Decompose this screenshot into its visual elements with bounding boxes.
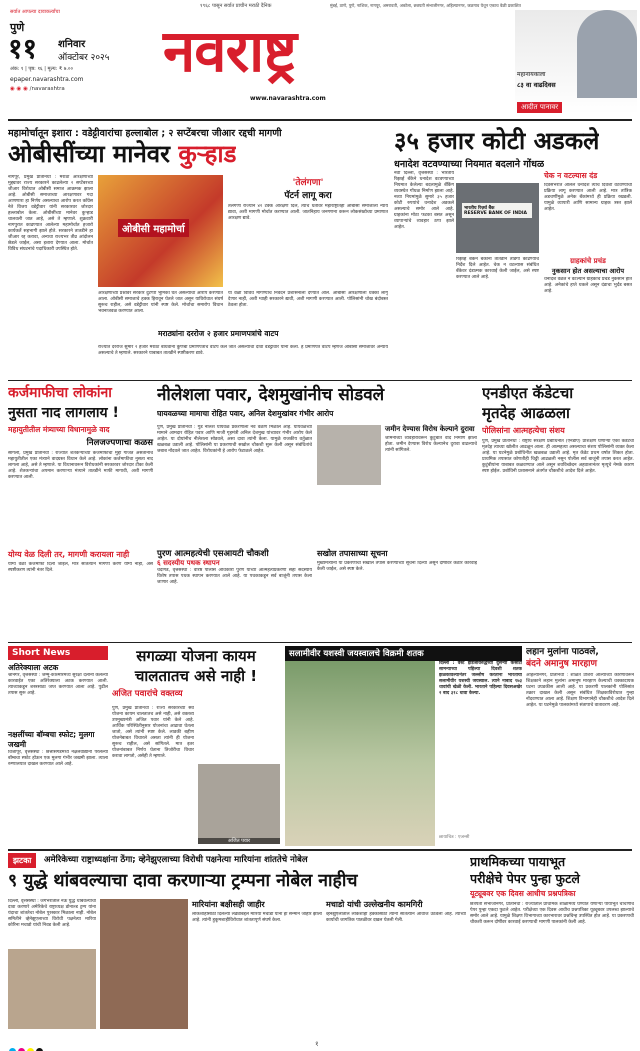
short-news-title-1: अतिरेक्याला अटक (8, 663, 59, 672)
rbi-box-text: धनादेश वेळेत न वटल्याने ग्राहकांचे प्रचंड नुकसान होत आहे. अनेकांचे हप्ते थकले असून दंडाचा भुर्दंड बसत आहे. (544, 277, 632, 294)
lead-photo (98, 175, 223, 287)
short-news-item-2 (8, 730, 108, 840)
cricket-photo (285, 661, 435, 846)
short-news-heading-text: Short News (12, 648, 71, 658)
pawar-title: नीलेशला पवार, देशमुखांनीच सोडवले (157, 385, 385, 405)
registration-marks (8, 1040, 44, 1051)
machado-photo (100, 899, 188, 1029)
paper-title1: प्राथमिकच्या पायाभूत (470, 854, 566, 869)
lead-title-a: ओबीसींच्या मानेवर (8, 140, 170, 168)
rbi-title: ३५ हजार कोटी अडकले (394, 127, 600, 155)
scheme-photo (198, 764, 280, 844)
ad-line2: ८३ वा वाढदिवस (517, 81, 556, 89)
inset-text: तेलंगणा राज्याने ४२ टक्के आरक्षण दिले, त्याच धर्तीवर महाराष्ट्रातही ओबीसी समाजाला न्याय द्यावा, अशी मागणी मोर्चात करण्यात आली. जातनिहाय जनगणना करून लोकसंख्येच्या प्रमाणात आरक्षण द्यावे. (228, 204, 388, 221)
rbi-text3: रिझर्व्ह बँकेने बँकांना तातडीने तोडगा काढण्याचे निर्देश दिले आहेत. चेक न वटल्यास संबंधित बँकेवर दंडात्मक कारवाई केली जाईल, असे स्पष्ट करण्यात आले आहे. (456, 257, 539, 280)
nobel-col2-title: मारियांना बक्षीसही जाहीर (192, 900, 265, 909)
lead-col3: या वेळी विविध मागण्यांचे निवेदन प्रशासनाला देण्यात आले. ओबीसी आरक्षणाला धक्का लागू देणार नाही, अशी ग्वाही सरकारने द्यावी, अशी मागणी करण्यात आली. पोलिसांनी चोख बंदोबस्त ठेवला होता. (228, 291, 388, 308)
short-news-heading (8, 646, 108, 660)
cricket-banner-text: सलामीवीर यशस्वी जयस्वालचे विक्रमी शतक (289, 649, 424, 659)
social-icons: ◉ ◉ ◉ (10, 86, 30, 92)
nobel-kicker: अमेरिकेच्या राष्ट्राध्यक्षांना ठेंगा; व्हेनेझुएलाच्या विरोधी पक्षनेत्या मारियांना शांततेचे नोबेल (44, 855, 308, 865)
website[interactable]: www.navarashtra.com (250, 95, 326, 102)
scheme-sub: अजित पवारांचे वक्तव्य (112, 689, 183, 699)
inquiry-title: पुरण आत्महत्येची एसआयटी चौकशी (157, 549, 269, 559)
nobel-col2-text: लोकशाहीसाठी दिलेल्या लढ्याबद्दल मारिया मचाडो यांना हा सन्मान जाहीर झाला आहे. त्यांनी हुकूमशाहीविरोधात शांततापूर्ण संघर्ष केला. (192, 912, 322, 923)
lead-sub-title: मराठ्यांना दररोज २ हजार प्रमाणपत्रांचे वाटप (158, 329, 279, 338)
nobel-title: ९ युद्धे थांबवल्याचा दावा करणाऱ्या ट्रम्पना नोबेल नाहीच (8, 871, 358, 891)
masthead (0, 0, 640, 120)
day-number: ११ (8, 32, 38, 65)
loan-sub2: निलजज्पणाचा कळस (86, 438, 153, 448)
trump-photo (8, 949, 96, 1029)
inquiry-text: चंदीगड, वृत्तसंस्था : वरिष्ठ पोलीस अधिकारी पुरण यांच्या आत्महत्येप्रकरणी सहा सदस्यीय विशेष तपास पथक स्थापन करण्यात आले आहे. या पथकाकडून सर्व बाजूंनी तपास केला जाणार आहे. (157, 568, 312, 585)
loan-story (8, 383, 153, 643)
loan-title2: नुसता नाद लागलाय ! (8, 405, 119, 421)
lead-title (8, 137, 236, 171)
short-news-text-1: श्रीनगर, वृत्तसंस्था : जम्मू-काश्मीरमध्ये सुरक्षा दलांनी केलेल्या कारवाईत एका अतिरेक्याला अटक करण्यात आली. त्याच्याकडून शस्त्रसाठा जप्त करण्यात आला आहे. पुढील तपास सुरू आहे. (8, 673, 108, 696)
short-news (8, 646, 108, 846)
rbi-story (394, 123, 634, 378)
rbi-subtitle: धनादेश वटवण्याच्या नियमात बदलाने गोंधळ (394, 159, 545, 170)
short-news-title-2: नक्षलींच्या बॉम्बचा स्फोट; मुलगा जखमी (8, 730, 95, 749)
rbi-box (544, 257, 632, 372)
scheme-title1: सगळ्या योजना कायम (136, 647, 256, 665)
child-text: अहिल्यानगर, प्रतिनिधी : शाळेत उशिरा आल्याच्या कारणावरून शिक्षकाने लहान मुलांना अमानुष मारहाण केल्याची धक्कादायक घटना उघडकीस आली आहे. या प्रकरणी पालकांनी पोलिसांत तक्रार दाखल केली असून संबंधित शिक्षकाविरोधात गुन्हा नोंदवण्यात आला आहे. शिक्षण विभागानेही चौकशीचे आदेश दिले आहेत. या घटनेमुळे पालकांमध्ये संतापाचे वातावरण आहे. (526, 673, 634, 708)
lead-title-b: कुऱ्हाड (178, 140, 237, 168)
ad-name-text: आदीत पानावर (521, 103, 559, 111)
nobel-tag (8, 853, 36, 868)
scheme-caption: अजित पवार (198, 838, 280, 844)
rbi-sign-hi: भारतीय रिज़र्व बैंक (464, 206, 495, 211)
pawar-side-text: जमिनीच्या व्यवहारावरून कुटुंबात वाद निर्माण झाला होता. जमीन देण्यास विरोध केल्यानेच दुरावा वाढल्याचे त्यांनी सांगितले. (385, 436, 477, 453)
logo: नवराष्ट्र (163, 17, 297, 85)
inset-title: पॅटर्न लागू करा (284, 191, 332, 201)
social-handle (10, 86, 65, 92)
ad-name (517, 102, 562, 113)
issue-meta: अंक: १ | पृष्ठ: १६ | मूल्य: ₹ ७.०० (10, 66, 74, 72)
lead-col1: नागपूर, प्रमुख प्रतिनिधी : मराठा आरक्षणाच्या मुद्द्यावर राज्य सरकारने काढलेल्या २ सप्टेंबरच्या जीआर विरोधात ओबीसी समाज आक्रमक झाला आहे. ओबीसी समाजाच्या आरक्षणावर गदा आणणारा हा निर्णय असल्याचा आरोप करत काँग्रेस नेते विजय वडेट्टीवार यांनी सरकारवर जोरदार हल्लाबोल केला. ओबीसींच्या मानेवर कुऱ्हाड चालवली जात आहे, असे ते म्हणाले. शुक्रवारी नागपुरात काढण्यात आलेल्या महामोर्चात हजारो कार्यकर्ते सहभागी झाले होते. सरकारने तातडीने हा जीआर रद्द करावा, अन्यथा राज्यभर तीव्र आंदोलन छेडले जाईल, असा इशारा देण्यात आला. मोर्चात विविध संघटनांचे पदाधिकारी उपस्थित होते. (8, 175, 93, 252)
masthead-rule (8, 119, 632, 121)
cricket-credit: छायाचित्र : एजन्सी (439, 835, 470, 840)
ad-box (515, 10, 637, 114)
nda-sub: पोलिसांना आत्महत्येचा संशय (482, 426, 565, 435)
short-news-item-1 (8, 663, 108, 727)
inset-box (228, 175, 388, 287)
scheme-story (112, 646, 280, 846)
inquiry-sub: ६ सदस्यीय पथक स्थापन (157, 559, 220, 567)
pawar-sub: घायवळच्या मामाचा रोहित पवार, अनिल देशमुखांवर गंभीर आरोप (157, 409, 334, 418)
paper-story (470, 853, 634, 1038)
scheme-text: पुणे, प्रमुख प्रतिनिधी : राज्य सरकारच्या सर्व योजना कायम चालतातच असे नाही, असे वक्तव्य उपमुख्यमंत्री अजित पवार यांनी केले आहे. आर्थिक परिस्थितीनुसार योजनांचा आढावा घेतला जातो, असे त्यांनी स्पष्ट केले. लाडकी बहीण योजनेबाबत विचारले असता त्यांनी ही योजना सुरूच राहील, असे सांगितले. मात्र इतर योजनांबाबत निर्णय घेताना तिजोरीचा विचार करावा लागतो, असेही ते म्हणाले. (112, 706, 194, 759)
editions-line: मुंबई, ठाणे, पुणे, नाशिक, नागपूर, अमरावती, अकोला, छत्रपती संभाजीनगर, अहिल्यानगर, जळगाव येथून एकाच वेळी प्रकाशित (330, 3, 521, 8)
pawar-side-title: जमीन देण्यास विरोध केल्याने दुरावा (385, 425, 475, 433)
nobel-col3-text: व्हेनेझुएलातील लोकशाही हक्कांसाठी त्यांनी सातत्याने आवाज उठवला आहे. त्यांच्या कार्याची जागतिक पातळीवर दखल घेतली गेली. (326, 912, 466, 923)
lead-story (8, 123, 388, 342)
paper-sub: यूट्यूबवर एक दिवस आधीच प्रश्नपत्रिका (470, 889, 576, 898)
nda-story (482, 383, 634, 638)
pawar-text: पुणे, प्रमुख प्रतिनिधी : गुंड नीलेश घायवळ प्रकरणाला नवे वळण मिळाले आहे. घायवळच्या मामाने आमदार रोहित पवार आणि माजी गृहमंत्री अनिल देशमुख यांच्यावर गंभीर आरोप केले आहेत. या दोघांनीच नीलेशला सोडवले, असा दावा त्यांनी केला. यामुळे राजकीय वर्तुळात खळबळ उडाली आहे. पोलिसांनी या प्रकरणाची सखोल चौकशी सुरू केली असून संबंधितांचे जबाब नोंदवले जात आहेत. विरोधकांनी हे आरोप फेटाळले आहेत. (157, 425, 312, 454)
lead-photo-banner: ओबीसी महामोर्चा (118, 219, 189, 237)
child-title1: लहान मुलांना पाठवले, (526, 647, 599, 657)
social-handle-text: /navarashtra (29, 86, 65, 92)
rbi-kicker: चेक न वटल्यास दंड (544, 171, 598, 180)
nda-title2: मृतदेह आढळला (482, 404, 570, 422)
inset-kicker: 'तेलंगणा' (292, 178, 324, 188)
pawar-side (385, 425, 477, 486)
rbi-box-sub: नुकसान होत असल्याचा आरोप (551, 267, 625, 275)
short-news-text-2: विजापूर, वृत्तसंस्था : छत्तीसगडमध्ये नक्षलवाद्यांनी पेरलेल्या बॉम्बचा स्फोट होऊन एक मुलगा गंभीर जखमी झाला. त्याला रुग्णालयात दाखल करण्यात आले आहे. (8, 750, 108, 767)
epaper-link[interactable]: epaper.navarashtra.com (10, 76, 84, 83)
pawar-photo (317, 425, 381, 485)
nobel-col2 (192, 899, 322, 1027)
govt-text: मुख्यमंत्र्यांनी या प्रकरणाचा सखोल तपास करण्याच्या सूचना दिल्या असून दोषींवर कठोर कारवाई केली जाईल, असे स्पष्ट केले. (317, 561, 477, 572)
rbi-sign-en: RESERVE BANK OF INDIA (464, 211, 527, 216)
rbi-text2: दिवसभरात आलेले धनादेश त्याच दिवशी वटवण्याची प्रक्रिया लागू करण्यात आली आहे. मात्र तांत्रिक अडचणींमुळे अनेक बँकांमध्ये ही प्रक्रिया रखडली. यामुळे व्यापारी आणि सामान्य ग्राहक त्रस्त झाले आहेत. (544, 183, 632, 212)
nda-title1: एनडीएत कॅडेटचा (482, 384, 574, 402)
nobel-col3-title: मचाडो यांची उल्लेखनीय कामगिरी (326, 900, 423, 909)
inquiry-box (157, 548, 312, 608)
lead-kicker: महामोर्चातून इशारा : वडेट्टीवारांचा हल्लाबोल ; २ सप्टेंबरचा जीआर रद्दची मागणी (8, 128, 282, 139)
nobel-story (8, 853, 466, 1038)
rbi-photo (456, 183, 539, 253)
loan-title1: कर्जमाफीचा लोकांना (8, 385, 112, 401)
loan-box-title: योग्य वेळ दिली तर, मागणी करायला नाही (8, 550, 130, 559)
rbi-text1: नवी दिल्ली, वृत्तसंस्था : भारतीय रिझर्व्ह बँकेने धनादेश वटवण्याच्या नियमात केलेल्या बदलामुळे बँकिंग व्यवस्थेत गोंधळ निर्माण झाला आहे. नव्या नियमांमुळे सुमारे ३५ हजार कोटी रुपयांचे धनादेश अडकले असल्याचे समोर आले आहे. ग्राहकांना मोठा फटका बसत असून व्यापाऱ्यांचे व्यवहार ठप्प झाले आहेत. (394, 171, 454, 230)
pawar-story (157, 383, 477, 613)
nobel-tag-text: झटका (13, 856, 32, 865)
child-story (526, 646, 634, 846)
paper-text: छत्रपती संभाजीनगर, प्रतिनिधी : राज्यातील प्राथमिक शाळांमध्ये घेण्यात येणाऱ्या पायाभूत चाचणीचे पेपर पुन्हा एकदा फुटले आहेत. परीक्षेच्या एक दिवस आधीच प्रश्नपत्रिका यूट्यूबवर उपलब्ध झाल्याचे समोर आले आहे. यामुळे शिक्षण विभागाच्या कारभारावर प्रश्नचिन्ह उपस्थित होत आहे. या प्रकरणाची चौकशी करून दोषींवर कारवाई करण्याची मागणी पालकांनी केली आहे. (470, 902, 634, 925)
loan-text: सांगली, प्रमुख प्रतिनिधी : राज्यात शेतकऱ्यांच्या कर्जमाफीचा मुद्दा गाजत असतानाच महायुतीतील एका मंत्र्याने वादग्रस्त विधान केले आहे. लोकांना कर्जमाफीचा नुसता नाद लागला आहे, असे ते म्हणाले. या विधानावरून विरोधकांनी सरकारवर जोरदार टीका केली आहे. शेतकऱ्यांचा अपमान करणाऱ्या मंत्र्याने तातडीने माफी मागावी, अशी मागणी करण्यात आली. (8, 451, 153, 480)
cricket-caption: दिल्ली : वेस्ट इंडिजविरुद्धच्या दुसऱ्या कसोटी सामन्याच्या पहिल्या दिवशी शतक झळकावल्यानंतर जल्लोष करताना भारताचा सलामीवीर यशस्वी जयस्वाल. त्याने नाबाद १७३ धावांची खेळी केली. भारताने पहिल्या दिवसअखेर २ बाद ३१८ धावा केल्या. (439, 661, 522, 696)
nobel-text: दिल्ली, वृत्तसंस्था : जगभरातील नऊ युद्धे थांबवल्याचा दावा करणारे अमेरिकेचे राष्ट्राध्यक्ष डोनाल्ड ट्रम्प यांना यंदाचा शांततेचा नोबेल पुरस्कार मिळाला नाही. नोबेल समितीने व्हेनेझुएलाच्या विरोधी पक्षनेत्या मारिया कोरिना मचाडो यांची निवड केली आहे. (8, 899, 96, 928)
ad-photo (577, 10, 637, 98)
loan-sub: महायुतीतील मंत्र्याच्या विधानामुळे वाद (8, 425, 110, 434)
cricket-banner (285, 646, 522, 661)
rule-2 (8, 380, 632, 381)
nda-text: पुणे, प्रमुख प्रतिनिधी : राष्ट्रीय संरक्षण प्रबोधिनीत (एनडीए) प्रशिक्षण घेणाऱ्या एका कॅडेटचा मृतदेह त्याच्या खोलीत आढळून आला. ही आत्महत्या असल्याचा संशय पोलिसांनी व्यक्त केला आहे. या घटनेमुळे प्रबोधिनीत खळबळ उडाली आहे. मृत कॅडेट प्रथम वर्षात शिकत होता. प्राथमिक तपासात कोणतीही चिठ्ठी आढळली नसून पोलीस सर्व बाजूंनी तपास करत आहेत. कुटुंबीयांना याबाबत कळवण्यात आले असून शवविच्छेदन अहवालानंतर मृत्यूचे नेमके कारण स्पष्ट होईल. प्रबोधिनी प्रशासनाने अंतर्गत चौकशीचे आदेश दिले आहेत. (482, 439, 634, 474)
day-name: शनिवार (58, 39, 86, 50)
govt-title: सखोल तपासाच्या सूचना (317, 549, 388, 558)
scheme-title2: चालतातच असे नाही ! (134, 667, 258, 685)
top-line: १९६८ पासून सर्वात प्राचीन मराठी दैनिक (200, 3, 272, 9)
page-number: १ (315, 1040, 319, 1048)
nobel-col3 (326, 899, 466, 1027)
lead-col2: आरक्षणाच्या प्रश्नावर सरकार दुटप्पी भूमिका घेत असल्याचा आरोप करण्यात आला. ओबीसी समाजाचे हक्क हिरावून घेतले जात असून याविरोधात संघर्ष सुरूच राहील, असे वडेट्टीवार यांनी स्पष्ट केले. मोर्चाचा समारोप विधान भवनाजवळ करण्यात आला. (98, 291, 223, 314)
rule-3 (8, 642, 632, 643)
paper-title2: परीक्षेचे पेपर पुन्हा फुटले (470, 871, 580, 886)
lead-sub-text: राज्यात दररोज सुमारे २ हजार मराठा बांधवांना कुणबी प्रमाणपत्रांचे वाटप केले जात असल्याचा दावा वडेट्टीवार यांनी केला. हे प्रमाणपत्र वाटप म्हणजे ओबीसी समाजावर अन्याय असल्याचे ते म्हणाले. सरकारने याबाबत तातडीने स्पष्टीकरण द्यावे. (98, 345, 388, 356)
rbi-sign (462, 203, 532, 218)
rule-4 (8, 849, 632, 851)
ad-line1: महानायकाला (517, 71, 546, 78)
child-title2: बंदने अमानुष मारहाण (526, 659, 597, 669)
date-text: ऑक्टोबर २०२५ (58, 53, 110, 63)
rbi-box-title: ग्राहकांचे प्रचंड (570, 257, 606, 265)
tagline: सर्वात आपल्या दावाकर्त्यांचा (10, 9, 60, 15)
city-label: पुणे (10, 21, 25, 34)
cricket-story (285, 646, 522, 846)
loan-box-text: योग्य वेळी कर्जमाफी दिली जाईल, मात्र सातत्याने मागणी करणे योग्य नाही, असे स्पष्टीकरण त्यांनी नंतर दिले. (8, 562, 153, 573)
govt-box (317, 548, 477, 611)
